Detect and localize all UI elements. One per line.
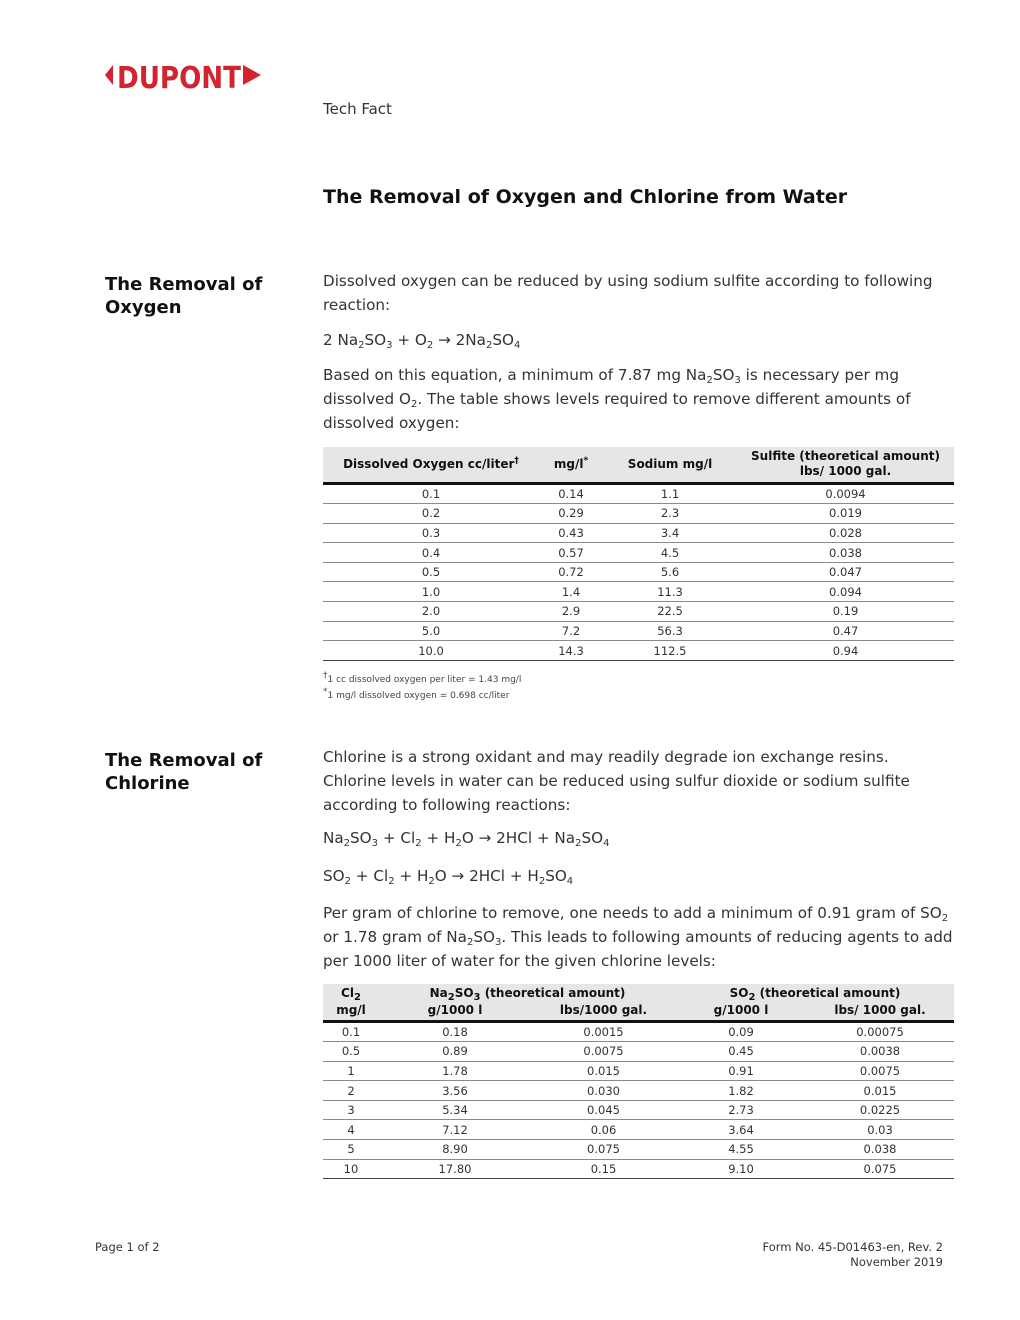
- table-cell: 0.038: [737, 543, 954, 563]
- col-header-na-lbs1000: lbs/1000 gal.: [531, 1002, 676, 1021]
- table-cell: 5: [323, 1140, 379, 1160]
- table-row: [323, 602, 954, 622]
- table-cell: 5.6: [603, 562, 737, 582]
- table-cell: 0.0075: [531, 1042, 676, 1062]
- table-cell: 0.1: [323, 483, 539, 504]
- table-cell: 0.3: [323, 523, 539, 543]
- table-cell: 7.12: [379, 1120, 531, 1140]
- table-cell: 2: [323, 1081, 379, 1101]
- table-row: [323, 641, 954, 661]
- table-cell: 4: [323, 1120, 379, 1140]
- table-cell: 0.028: [737, 523, 954, 543]
- table-cell: 0.14: [539, 483, 603, 504]
- table-cell: 1.4: [539, 582, 603, 602]
- table-cell: 0.0094: [737, 483, 954, 504]
- table-cell: 4.55: [676, 1140, 806, 1160]
- col-header-na2so3: $Na_2SO_3$ (theoretical amount): [379, 984, 676, 1002]
- table-cell: 0.57: [539, 543, 603, 563]
- col-header-cl2: $Cl_2$: [323, 984, 379, 1002]
- table-cell: 10: [323, 1159, 379, 1179]
- table-cell: 3: [323, 1100, 379, 1120]
- table-cell: 2.9: [539, 602, 603, 622]
- table-cell: 0.038: [806, 1140, 954, 1160]
- chlorine-equation-1: $Na_2SO_3 + Cl_2 + H_2O \to 2HCl + Na_2SO_4$: [323, 829, 610, 849]
- col-header-mgl: mg/l*: [539, 447, 603, 483]
- chlorine-intro: Chlorine is a strong oxidant and may readily degrade ion exchange resins. Chlorine levels in water can be reduced using sulfur dioxide or sodium sulfite according to following reactions:: [323, 748, 910, 814]
- chlorine-section-heading: The Removal of Chlorine: [105, 750, 263, 794]
- oxygen-paragraph: Based on this equation, a minimum of 7.87 mg $Na_2SO_3$ is necessary per mg dissolved $O_2$. The table shows levels required to remove different amounts of dissolved oxygen:: [323, 366, 911, 432]
- table-cell: 0.43: [539, 523, 603, 543]
- table-cell: 1.82: [676, 1081, 806, 1101]
- table-row: [323, 1021, 954, 1042]
- table-row: [323, 543, 954, 563]
- table-row: [323, 582, 954, 602]
- table-cell: 11.3: [603, 582, 737, 602]
- table-cell: 0.19: [737, 602, 954, 622]
- col-header-dissolved-oxygen: Dissolved Oxygen cc/liter†: [323, 447, 539, 483]
- doc-type-label: Tech Fact: [323, 100, 392, 118]
- table-cell: 0.030: [531, 1081, 676, 1101]
- table-cell: 1.1: [603, 483, 737, 504]
- table-row: [323, 1061, 954, 1081]
- table-cell: 0.075: [531, 1140, 676, 1160]
- table-cell: 0.89: [379, 1042, 531, 1062]
- table-row: [323, 1159, 954, 1179]
- table-cell: 0.0075: [806, 1061, 954, 1081]
- page-title: The Removal of Oxygen and Chlorine from Water: [323, 186, 848, 208]
- form-date: November 2019: [850, 1255, 943, 1269]
- col-header-sodium: Sodium mg/l: [603, 447, 737, 483]
- table-cell: 0.72: [539, 562, 603, 582]
- table-cell: 10.0: [323, 641, 539, 661]
- table-row: [323, 562, 954, 582]
- col-header-cl2-unit: mg/l: [323, 1002, 379, 1021]
- table-cell: 0.03: [806, 1120, 954, 1140]
- table-cell: 22.5: [603, 602, 737, 622]
- table-cell: 0.47: [737, 621, 954, 641]
- table-cell: 0.015: [806, 1081, 954, 1101]
- table-cell: 0.0225: [806, 1100, 954, 1120]
- table-row: [323, 483, 954, 504]
- table-cell: 0.45: [676, 1042, 806, 1062]
- table-cell: 0.5: [323, 1042, 379, 1062]
- table-cell: 4.5: [603, 543, 737, 563]
- page-number: Page 1 of 2: [95, 1240, 160, 1254]
- table-cell: 17.80: [379, 1159, 531, 1179]
- table-cell: 0.019: [737, 504, 954, 524]
- table-cell: 1: [323, 1061, 379, 1081]
- table-cell: 5.34: [379, 1100, 531, 1120]
- footnote-dagger: †1 cc dissolved oxygen per liter = 1.43 mg/l: [323, 671, 522, 685]
- oxygen-table: [323, 447, 954, 661]
- dupont-logo: [103, 52, 263, 98]
- footnote-asterisk: *1 mg/l dissolved oxygen = 0.698 cc/liter: [323, 687, 510, 701]
- table-cell: 0.00075: [806, 1021, 954, 1042]
- table-cell: 0.06: [531, 1120, 676, 1140]
- table-row: [323, 621, 954, 641]
- table-cell: 0.094: [737, 582, 954, 602]
- table-cell: 0.91: [676, 1061, 806, 1081]
- table-row: [323, 1140, 954, 1160]
- form-number: Form No. 45-D01463-en, Rev. 2: [762, 1240, 943, 1254]
- table-row: [323, 504, 954, 524]
- table-cell: 14.3: [539, 641, 603, 661]
- table-cell: 2.73: [676, 1100, 806, 1120]
- table-cell: 0.075: [806, 1159, 954, 1179]
- table-row: [323, 1120, 954, 1140]
- col-header-so2-g1000: g/1000 l: [676, 1002, 806, 1021]
- col-header-so2: $SO_2$ (theoretical amount): [676, 984, 954, 1002]
- chlorine-paragraph: Per gram of chlorine to remove, one needs to add a minimum of 0.91 gram of $SO_2$ or 1.78 gram of $Na_2SO_3$. This leads to following amounts of reducing agents to add per 1000 liter of water for the given chlorine levels:: [323, 904, 953, 970]
- table-row: [323, 1081, 954, 1101]
- logo-text: DUPONT: [117, 61, 242, 96]
- table-cell: 112.5: [603, 641, 737, 661]
- table-cell: 0.94: [737, 641, 954, 661]
- table-cell: 2.0: [323, 602, 539, 622]
- table-cell: 0.5: [323, 562, 539, 582]
- table-cell: 0.047: [737, 562, 954, 582]
- table-cell: 0.4: [323, 543, 539, 563]
- oxygen-intro: Dissolved oxygen can be reduced by using sodium sulfite according to following reaction:: [323, 272, 933, 314]
- table-cell: 3.4: [603, 523, 737, 543]
- col-header-sulfite: Sulfite (theoretical amount) lbs/ 1000 gal.: [737, 447, 954, 483]
- chlorine-table: [323, 984, 954, 1179]
- chlorine-equation-2: $SO_2 + Cl_2 + H_2O \to 2HCl + H_2SO_4$: [323, 867, 574, 887]
- table-cell: 1.0: [323, 582, 539, 602]
- table-row: [323, 1042, 954, 1062]
- table-cell: 7.2: [539, 621, 603, 641]
- oxygen-equation: 2 $Na_2SO_3 + O_2 \to 2Na_2SO_4$: [323, 331, 521, 351]
- table-cell: 0.015: [531, 1061, 676, 1081]
- table-cell: 0.045: [531, 1100, 676, 1120]
- table-row: [323, 1100, 954, 1120]
- table-cell: 8.90: [379, 1140, 531, 1160]
- table-cell: 2.3: [603, 504, 737, 524]
- table-cell: 0.09: [676, 1021, 806, 1042]
- table-cell: 56.3: [603, 621, 737, 641]
- col-header-na-g1000: g/1000 l: [379, 1002, 531, 1021]
- table-row: [323, 523, 954, 543]
- table-cell: 0.29: [539, 504, 603, 524]
- table-cell: 3.56: [379, 1081, 531, 1101]
- form-info: [762, 1240, 943, 1270]
- table-cell: 9.10: [676, 1159, 806, 1179]
- table-cell: 0.2: [323, 504, 539, 524]
- table-cell: 0.0038: [806, 1042, 954, 1062]
- table-cell: 0.0015: [531, 1021, 676, 1042]
- col-header-so2-lbs1000: lbs/ 1000 gal.: [806, 1002, 954, 1021]
- oxygen-section-heading: The Removal of Oxygen: [105, 274, 263, 318]
- table-cell: 3.64: [676, 1120, 806, 1140]
- table-cell: 0.1: [323, 1021, 379, 1042]
- table-cell: 0.18: [379, 1021, 531, 1042]
- table-cell: 5.0: [323, 621, 539, 641]
- table-cell: 0.15: [531, 1159, 676, 1179]
- table-cell: 1.78: [379, 1061, 531, 1081]
